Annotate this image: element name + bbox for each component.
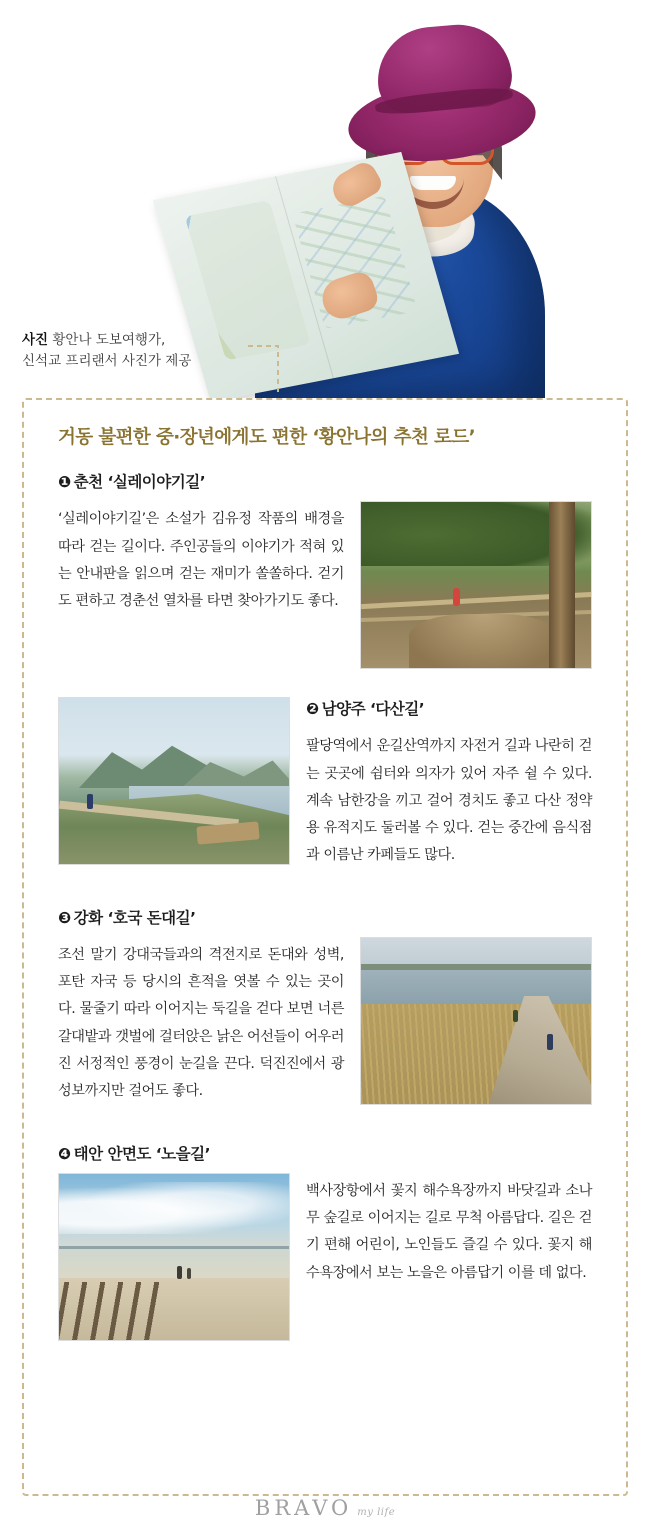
dirt-path-shape (409, 614, 559, 669)
route-heading (58, 1142, 592, 1164)
route-description: 조선 말기 강대국들과의 격전지로 돈대와 성벽, 포탄 자국 등 당시의 흔적을 엿볼 수 있는 곳이다. 물줄기 따라 이어지는 둑길을 걷다 보면 너른 갈대밭과 갯벌에 걸터앉은 낡은 어선들이 어우러진 서정적인 풍경이 눈길을 끈다. 덕진진에서 광성보까지만 걸어도 좋다. (58, 946, 344, 1100)
route-item (58, 470, 592, 675)
wooden-posts-shape (58, 1282, 160, 1341)
route-photo-ganghwa (360, 937, 592, 1105)
route-item (58, 906, 592, 1120)
beach-figure-second-shape (187, 1268, 191, 1279)
route-photo-taean (58, 1173, 290, 1341)
cloud-shape (59, 1182, 290, 1234)
photo-credit-line1: 황안나 도보여행가, (52, 332, 166, 348)
panel-title: 거동 불편한 중·장년에게도 편한 ‘황안나의 추천 로드’ (58, 427, 476, 448)
route-photo-chuncheon (360, 501, 592, 669)
walker-figure-shape (547, 1034, 553, 1050)
route-heading (58, 906, 592, 928)
hiker-figure-shape (453, 588, 460, 606)
walker-figure-second-shape (513, 1010, 518, 1022)
route-number: ❶ (58, 473, 71, 492)
sea-shape (361, 970, 592, 1004)
photo-credit-label: 사진 (22, 332, 49, 348)
route-title: 남양주 ‘다산길’ (321, 700, 425, 719)
photo-credit (22, 330, 292, 372)
route-description: 팔당역에서 운길산역까지 자전거 길과 나란히 걷는 곳곳에 쉼터와 의자가 있어 자주 쉴 수 있다. 계속 남한강을 끼고 걸어 경치도 좋고 다산 정약용 유적지도 둘러볼 수 있다. 걷는 중간에 음식점과 이름난 카페들도 많다. (306, 738, 592, 864)
walker-figure-shape (87, 794, 93, 809)
route-title: 춘천 ‘실레이야기길’ (73, 473, 206, 492)
footer (0, 1496, 650, 1520)
route-number: ❷ (306, 700, 319, 719)
photo-credit-line2: 신석교 프리랜서 사진가 제공 (22, 352, 192, 369)
recommended-roads-panel (22, 398, 628, 1496)
route-title: 강화 ‘호국 돈대길’ (73, 908, 196, 927)
route-photo-namyangju (58, 697, 290, 865)
brand-logo-text: BRAVO (254, 1496, 353, 1520)
brand-logo (255, 1496, 395, 1520)
route-heading (58, 470, 592, 492)
route-item (58, 1142, 592, 1347)
tree-trunk-shape (549, 502, 575, 669)
route-item (58, 697, 592, 884)
brand-logo-subtext: my life (357, 1507, 396, 1518)
route-description: ‘실레이야기길’은 소설가 김유정 작품의 배경을 따라 걷는 길이다. 주인공들의 이야기가 적혀 있는 안내판을 읽으며 걷는 재미가 쏠쏠하다. 걷기도 편하고 경춘선 열차를 타면 찾아가기도 좋다. (58, 511, 344, 610)
beach-figure-shape (177, 1266, 182, 1279)
route-description: 백사장항에서 꽃지 해수욕장까지 바닷길과 소나무 숲길로 이어지는 길로 무척 아름답다. 길은 걷기 편해 어린이, 노인들도 즐길 수 있다. 꽃지 해수욕장에서 보는 노을은 아름답기 이를 데 없다. (306, 1182, 592, 1281)
route-number: ❸ (58, 908, 71, 927)
route-title: 태안 안면도 ‘노을길’ (73, 1144, 210, 1163)
route-number: ❹ (58, 1144, 71, 1163)
